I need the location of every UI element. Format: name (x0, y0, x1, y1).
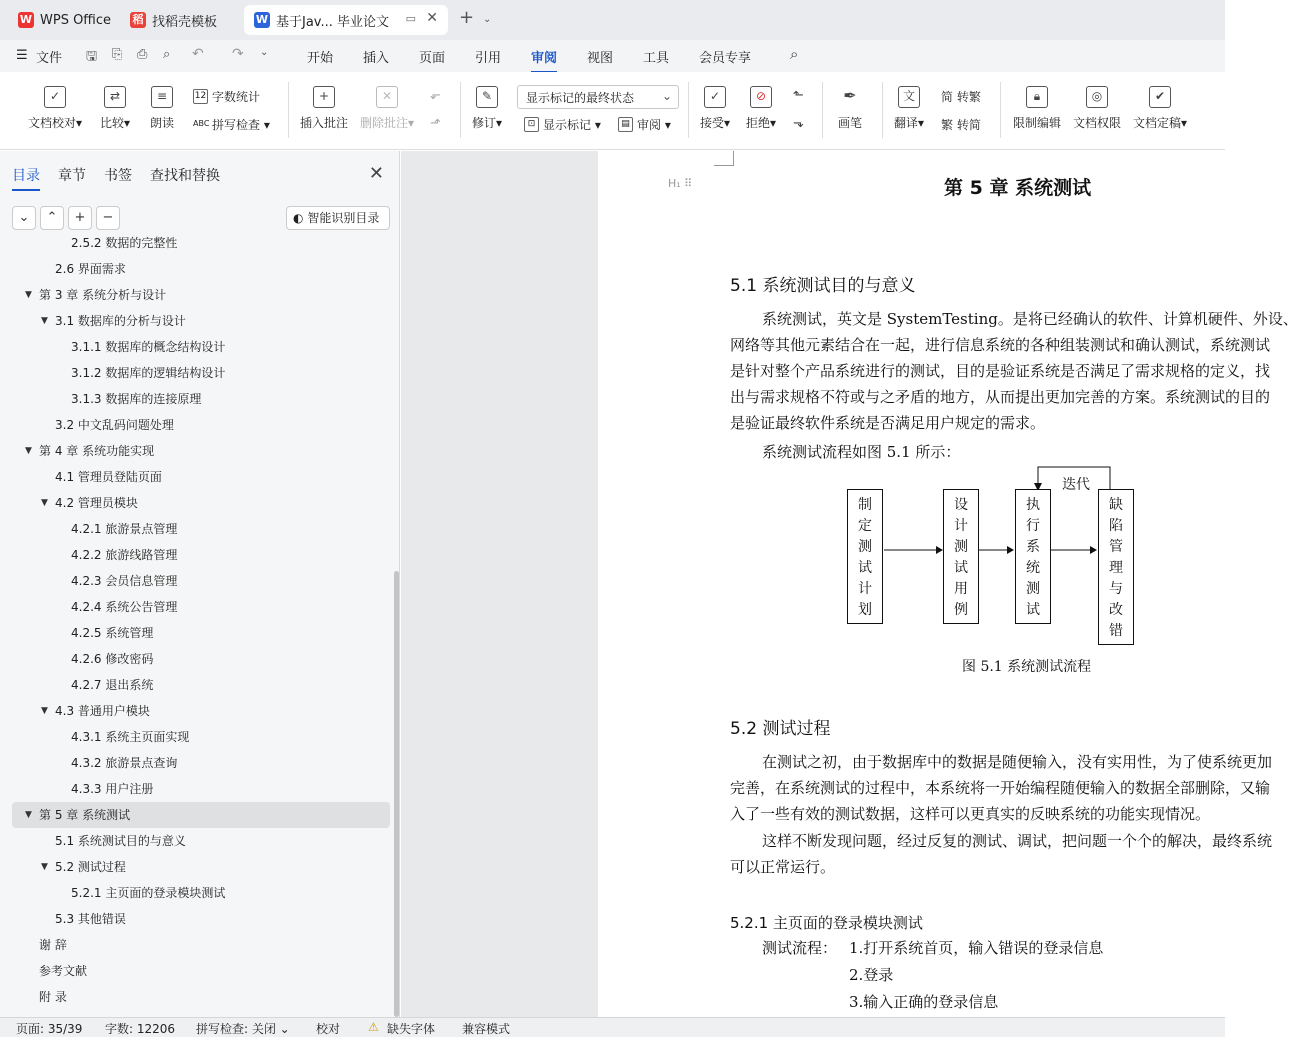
toc-item[interactable] (0, 360, 390, 386)
read-aloud-button[interactable] (150, 86, 174, 131)
menu-insert[interactable]: 插入 (363, 51, 390, 66)
flow-box-design (943, 489, 979, 624)
toc-item-label: 5.2.1 主页面的登录模块测试 (71, 886, 226, 900)
expand-arrow-icon[interactable]: ▼ (41, 316, 48, 326)
toc-item[interactable] (0, 672, 390, 698)
toc-item[interactable] (0, 646, 390, 672)
paragraph-line: 可以正常运行。 (730, 858, 836, 876)
toc-item-label: 4.2.3 会员信息管理 (71, 574, 178, 588)
toc-item[interactable] (0, 256, 390, 282)
flow-box-defect (1098, 489, 1134, 645)
collapse-all-button[interactable] (40, 206, 64, 230)
toc-item-label: 4.2.7 退出系统 (71, 678, 154, 692)
toc-item-label: 参考文献 (39, 964, 88, 978)
heading-handle-icon[interactable]: H₁ ⠿ (668, 177, 693, 190)
margin-mark (714, 165, 734, 166)
hamburger-icon[interactable]: ☰ (16, 48, 28, 63)
toc-item[interactable] (0, 906, 390, 932)
spell-check-status: 拼写检查: 关闭 (196, 1022, 276, 1036)
expand-arrow-icon[interactable]: ▼ (25, 446, 32, 456)
docer-icon: 稻 (130, 12, 146, 28)
delete-comment-icon: ✕ (376, 86, 398, 108)
menu-start[interactable]: 开始 (307, 51, 334, 66)
toc-item-label: 4.2.6 修改密码 (71, 652, 154, 666)
toc-list (0, 238, 395, 1013)
reject-button[interactable]: ⊘ 拒绝▾ (746, 86, 776, 131)
toc-item-label: 4.3.1 系统主页面实现 (71, 730, 190, 744)
flow-box-plan (847, 489, 883, 624)
toc-item-label: 5.1 系统测试目的与意义 (55, 834, 186, 848)
doc-rights-button[interactable] (1073, 86, 1121, 131)
toc-item[interactable] (0, 984, 390, 1010)
flow-arrowhead (936, 546, 943, 554)
toc-item-label: 4.3.3 用户注册 (71, 782, 154, 796)
toc-item-label: 5.2 测试过程 (55, 860, 126, 874)
review-pane-button[interactable]: ▤ 审阅 ▾ (618, 116, 671, 133)
paragraph-line: 是验证最终软件系统是否满足用户规定的需求。 (730, 414, 1046, 432)
monitor-icon[interactable]: ▭ (405, 12, 416, 25)
doc-check-icon: ✓ (44, 86, 66, 108)
compare-button[interactable]: ⇄ 比较▾ (100, 86, 130, 131)
doc-finalize-icon: ✔ (1149, 86, 1171, 108)
export-icon[interactable]: ⎘ (112, 47, 123, 62)
chevron-down-icon[interactable]: ⌄ (260, 47, 269, 58)
toc-item[interactable] (0, 282, 390, 308)
tab-label: 找稻壳模板 (152, 14, 218, 30)
paragraph-line: 这样不断发现问题，经过反复的测试、调试，把问题一个个的解决，最终系统 (762, 832, 1273, 850)
review-ribbon (0, 72, 1225, 150)
toc-item-label: 3.1.2 数据库的逻辑结构设计 (71, 366, 226, 380)
delete-comment-button[interactable]: ✕ 删除批注▾ (360, 86, 414, 131)
toc-item-label: 2.5.2 数据的完整性 (71, 236, 178, 250)
insert-comment-label: 插入批注 (300, 116, 349, 130)
track-changes-button[interactable]: ✎ 修订▾ (472, 86, 502, 131)
nav-tabs (0, 151, 400, 195)
menu-reference[interactable]: 引用 (475, 51, 502, 66)
toc-item[interactable] (0, 932, 390, 958)
close-tab-icon[interactable]: ✕ (426, 10, 438, 26)
review-pane-label: 审阅 (637, 118, 662, 132)
doc-check-button[interactable]: ✓ 文档校对▾ (28, 86, 82, 131)
insert-comment-button[interactable] (300, 86, 348, 131)
divider (882, 82, 883, 138)
toc-item[interactable] (0, 750, 390, 776)
translate-button[interactable]: 文 翻译▾ (894, 86, 924, 131)
word-count-label: 字数统计 (212, 90, 261, 104)
to-traditional-label: 简 转繁 (941, 90, 981, 104)
doc-rights-icon: ◎ (1086, 86, 1108, 108)
toc-item[interactable] (0, 542, 390, 568)
new-tab-icon[interactable]: + (459, 7, 475, 28)
toc-item-label: 4.2.5 系统管理 (71, 626, 154, 640)
delete-comment-label: 删除批注 (360, 116, 409, 130)
spell-check-label: 拼写检查 (212, 118, 261, 132)
document-page (598, 151, 1298, 1017)
tab-label: 基于Jav... 毕业论文 (276, 14, 390, 30)
missing-font-button[interactable]: 缺失字体 (387, 1022, 436, 1036)
expand-arrow-icon[interactable]: ▼ (25, 810, 32, 820)
to-simplified-label: 繁 转简 (941, 118, 981, 132)
nav-tab-find-replace[interactable]: 查找和替换 (150, 168, 220, 184)
accept-button[interactable]: ✓ 接受▾ (700, 86, 730, 131)
review-pane-icon: ▤ (618, 117, 633, 132)
undo-icon[interactable]: ↶ (192, 46, 204, 62)
toc-item-label: 第 3 章 系统分析与设计 (39, 288, 167, 302)
word-doc-icon: W (255, 13, 269, 26)
margin-mark (733, 151, 734, 165)
restrict-edit-button[interactable] (1013, 86, 1061, 131)
tab-document[interactable] (244, 5, 448, 35)
remove-heading-button[interactable] (96, 206, 120, 230)
paragraph-line: 完善，在系统测试的过程中，本系统将一开始编程随便输入的数据全部删除，又输 (730, 779, 1271, 797)
toc-item-label: 2.6 界面需求 (55, 262, 126, 276)
toc-item[interactable] (0, 308, 390, 334)
toc-item[interactable] (0, 724, 390, 750)
toc-item-label: 4.1 管理员登陆页面 (55, 470, 162, 484)
compare-icon: ⇄ (104, 86, 126, 108)
save-icon[interactable]: 🖫 (86, 49, 98, 64)
spell-check-button[interactable]: ABC 拼写检查 ▾ (193, 117, 270, 132)
toc-item[interactable] (0, 464, 390, 490)
nav-tab-bookmarks[interactable]: 书签 (104, 168, 132, 184)
divider (1000, 82, 1001, 138)
toc-item[interactable] (0, 334, 390, 360)
toc-item[interactable] (0, 698, 390, 724)
accept-label: 接受 (700, 116, 725, 130)
menu-file[interactable]: 文件 (36, 51, 63, 66)
markup-state-select[interactable] (517, 85, 679, 109)
show-markup-icon: ⊡ (524, 117, 539, 132)
paragraph-line: 系统测试，英文是 SystemTesting。是将已经确认的软件、计算机硬件、外设、 (762, 310, 1298, 328)
divider (460, 82, 461, 138)
toc-item[interactable] (0, 230, 390, 256)
smart-toc-label: 智能识别目录 (307, 211, 380, 225)
toc-item-label: 附 录 (39, 990, 67, 1004)
toc-item-label: 4.3 普通用户模块 (55, 704, 150, 718)
toc-item[interactable] (0, 516, 390, 542)
flow-step: 1.打开系统首页，输入错误的登录信息 (849, 939, 1104, 957)
paragraph-line: 系统测试流程如图 5.1 所示： (762, 443, 961, 461)
expand-arrow-icon[interactable]: ▼ (41, 498, 48, 508)
flow-step: 2.登录 (849, 966, 894, 984)
toc-item[interactable] (0, 386, 390, 412)
toc-item[interactable] (0, 490, 390, 516)
toc-item[interactable] (0, 880, 390, 906)
toc-item[interactable] (0, 568, 390, 594)
reject-label: 拒绝 (746, 116, 771, 130)
toc-item-label: 4.2.1 旅游景点管理 (71, 522, 178, 536)
prev-comment-icon[interactable]: ⬐ (430, 88, 441, 103)
nav-tab-toc[interactable]: 目录 (12, 165, 40, 185)
flow-box-execute (1015, 489, 1051, 624)
divider (822, 82, 823, 138)
insert-comment-icon: + (313, 86, 335, 108)
paragraph-line: 网络等其他元素结合在一起，进行信息系统的各种组装测试和确认测试，系统测试 (730, 336, 1271, 354)
flow-label: 测试流程： (762, 939, 838, 957)
chevron-down-icon[interactable]: ⌄ (483, 14, 492, 25)
toc-item-label: 4.3.2 旅游景点查询 (71, 756, 178, 770)
flow-arrowhead (1007, 546, 1014, 554)
compare-label: 比较 (100, 116, 125, 130)
toc-item-label: 第 4 章 系统功能实现 (39, 444, 155, 458)
figure-caption: 图 5.1 系统测试流程 (962, 659, 1092, 675)
toc-item-label: 4.2.2 旅游线路管理 (71, 548, 178, 562)
flow-box-text: 执 行 系 统 测 试 (1026, 497, 1040, 618)
paragraph-line: 在测试之初，由于数据库中的数据是随便输入，没有实用性，为了使系统更加 (762, 753, 1273, 771)
pen-button[interactable] (838, 86, 862, 131)
track-changes-label: 修订 (472, 116, 497, 130)
expand-arrow-icon[interactable]: ▼ (41, 706, 48, 716)
wps-logo-icon: W (19, 13, 33, 26)
show-markup-label: 显示标记 (543, 118, 592, 132)
chapter-title: 第 5 章 系统测试 (944, 177, 1092, 199)
flow-box-text: 设 计 测 试 用 例 (954, 497, 968, 618)
menu-review[interactable]: 审阅 (531, 47, 557, 66)
tab-wps-office[interactable] (8, 5, 121, 35)
doc-check-label: 文档校对 (28, 116, 77, 130)
loop-label: 迭代 (1060, 474, 1092, 494)
doc-finalize-button[interactable]: ✔ 文档定稿▾ (1133, 86, 1187, 131)
section-title: 5.2 测试过程 (730, 719, 831, 739)
menu-view[interactable]: 视图 (587, 51, 614, 66)
proofread-button[interactable]: 校对 (316, 1022, 341, 1036)
search-icon[interactable]: ⌕ (790, 45, 799, 63)
title-bar (0, 0, 1225, 40)
smart-toc-button[interactable] (286, 206, 390, 230)
restrict-edit-label: 限制编辑 (1013, 116, 1062, 130)
print-icon[interactable]: ⎙ (137, 47, 148, 62)
toc-item-label: 谢 辞 (39, 938, 67, 952)
chevron-down-icon: ⌄ (661, 89, 672, 103)
lock-icon: 🔒︎ (1026, 86, 1048, 108)
to-traditional-button[interactable] (941, 88, 981, 105)
warning-icon: ⚠ (368, 1020, 379, 1034)
next-change-icon[interactable]: ⬎ (793, 116, 804, 131)
read-aloud-icon: ≡ (151, 86, 173, 108)
show-markup-button[interactable]: ⊡ 显示标记 ▾ (524, 116, 601, 133)
expand-arrow-icon[interactable]: ▼ (25, 290, 32, 300)
add-heading-button[interactable] (68, 206, 92, 230)
menu-page[interactable]: 页面 (419, 51, 446, 66)
flow-box-text: 缺 陷 管 理 与 改 错 (1109, 497, 1123, 639)
word-count-icon: 12 (193, 89, 208, 104)
page-indicator[interactable]: 页面: 35/39 (16, 1022, 83, 1036)
status-bar (0, 1017, 1225, 1037)
pen-icon: ✒ (843, 86, 857, 105)
toc-item[interactable] (0, 594, 390, 620)
doc-finalize-label: 文档定稿 (1133, 116, 1182, 130)
prev-change-icon[interactable]: ⬑ (793, 88, 804, 103)
doc-rights-label: 文档权限 (1073, 116, 1122, 130)
next-comment-icon[interactable]: ⬏ (430, 116, 441, 131)
tab-docer[interactable] (120, 5, 227, 35)
translate-label: 翻译 (894, 116, 919, 130)
spell-check-indicator[interactable]: 拼写检查: 关闭 ⌄ (196, 1022, 290, 1036)
menu-member[interactable]: 会员专享 (699, 51, 752, 66)
paragraph-line: 入了一些有效的测试数据，这样可以更真实的反映系统的功能实现情况。 (730, 805, 1211, 823)
chevron-down-icon: ⌄ (18, 210, 30, 225)
flow-arrowhead (1090, 546, 1097, 554)
navigation-pane (0, 151, 400, 1017)
redo-icon[interactable]: ↷ (232, 46, 244, 62)
close-icon[interactable]: ✕ (368, 163, 384, 184)
toc-item-label: 3.1.3 数据库的连接原理 (71, 392, 202, 406)
word-count-indicator[interactable]: 字数: 12206 (105, 1022, 176, 1036)
pen-label: 画笔 (838, 116, 863, 130)
toc-item-label: 第 5 章 系统测试 (39, 808, 131, 822)
menu-tools[interactable]: 工具 (643, 51, 670, 66)
toc-item-label: 4.2 管理员模块 (55, 496, 138, 510)
menu-bar (0, 40, 1225, 72)
accept-icon: ✓ (704, 86, 726, 108)
toc-item-label: 3.1.1 数据库的概念结构设计 (71, 340, 226, 354)
to-simplified-button[interactable] (941, 116, 981, 133)
expand-all-button[interactable] (12, 206, 36, 230)
divider (688, 82, 689, 138)
toc-item[interactable] (0, 412, 390, 438)
divider (288, 82, 289, 138)
translate-icon: 文 (898, 86, 920, 108)
section-title: 5.1 系统测试目的与意义 (730, 276, 916, 296)
toc-item[interactable] (0, 828, 390, 854)
toc-item-label: 3.2 中文乱码问题处理 (55, 418, 174, 432)
toc-item[interactable] (0, 854, 390, 880)
track-changes-icon: ✎ (476, 86, 498, 108)
flow-step: 3.输入正确的登录信息 (849, 993, 999, 1011)
toc-item[interactable] (0, 438, 390, 464)
read-aloud-label: 朗读 (150, 116, 175, 130)
spell-check-icon: ABC (193, 119, 210, 128)
toc-item[interactable] (0, 958, 390, 984)
expand-arrow-icon[interactable]: ▼ (41, 862, 48, 872)
flow-box-text: 制 定 测 试 计 划 (858, 497, 872, 618)
reject-icon: ⊘ (750, 86, 772, 108)
minus-icon: − (102, 210, 114, 225)
markup-state-value: 显示标记的最终状态 (526, 91, 635, 105)
smart-icon: ◐ (293, 211, 304, 225)
nav-tab-chapters[interactable]: 章节 (58, 168, 86, 184)
paragraph-line: 是针对整个产品系统进行的测试，目的是验证系统是否满足了需求规格的定义，找 (730, 362, 1271, 380)
toc-item-label: 3.1 数据库的分析与设计 (55, 314, 186, 328)
paragraph-line: 出与需求规格不符或与之矛盾的地方，从而提出更加完善的方案。系统测试的目的 (730, 388, 1271, 406)
word-count-button[interactable] (193, 88, 260, 105)
toc-item[interactable] (12, 802, 390, 828)
tab-label: WPS Office (40, 12, 112, 28)
chevron-up-icon: ⌃ (46, 210, 58, 225)
plus-icon: + (74, 210, 86, 225)
toc-item[interactable] (0, 620, 390, 646)
toc-item[interactable] (0, 776, 390, 802)
scrollbar[interactable] (394, 571, 399, 1017)
toc-item-label: 4.2.4 系统公告管理 (71, 600, 178, 614)
toc-item-label: 5.3 其他错误 (55, 912, 126, 926)
subsection-title: 5.2.1 主页面的登录模块测试 (730, 914, 923, 932)
document-area (401, 151, 1298, 1017)
compat-mode-indicator: 兼容模式 (462, 1022, 511, 1036)
print-preview-icon[interactable]: ⌕ (163, 47, 171, 62)
